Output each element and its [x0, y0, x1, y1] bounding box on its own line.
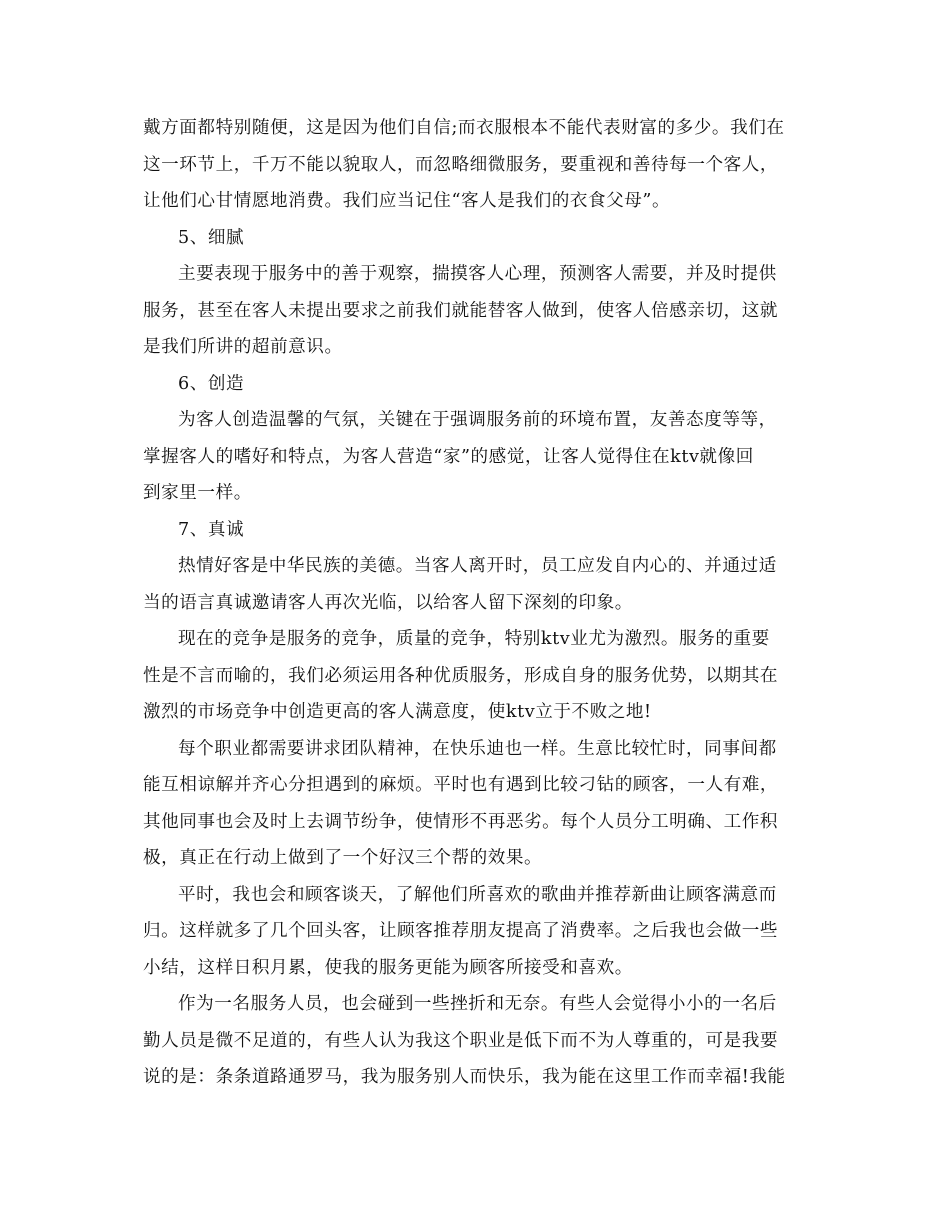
- paragraph-line: 能互相谅解并齐心分担遇到的麻烦。平时也有遇到比较刁钻的顾客，一人有难，: [143, 775, 779, 795]
- paragraph: [143, 110, 811, 220]
- paragraph-line: 这一环节上，千万不能以貌取人，而忽略细微服务，要重视和善待每一个客人，: [143, 154, 779, 175]
- paragraph-line: 小结，这样日积月累，使我的服务更能为顾客所接受和喜欢。: [143, 957, 633, 978]
- document-body: [143, 110, 811, 1096]
- paragraph: [143, 548, 811, 621]
- paragraph: [143, 256, 811, 366]
- paragraph-line: 热情好客是中华民族的美德。当客人离开时，员工应发自内心的、并通过适: [178, 556, 777, 576]
- paragraph-line: 让他们心甘情愿地消费。我们应当记住“客人是我们的衣食父母”。: [143, 191, 671, 211]
- paragraph-line: 作为一名服务人员，也会碰到一些挫折和无奈。有些人会觉得小小的一名后: [178, 994, 777, 1014]
- paragraph-line: 到家里一样。: [143, 483, 252, 503]
- paragraph-line: 其他同事也会及时上去调节纷争，使情形不再恶劣。每个人员分工明确、工作积: [143, 811, 779, 832]
- paragraph: [143, 621, 811, 731]
- paragraph-line: 主要表现于服务中的善于观察，揣摸客人心理，预测客人需要，并及时提供: [178, 264, 777, 284]
- paragraph-line: 平时，我也会和顾客谈天，了解他们所喜欢的歌曲并推荐新曲让顾客满意而: [178, 884, 777, 905]
- section-heading: 5、细腻: [178, 227, 245, 248]
- paragraph: [143, 877, 811, 987]
- paragraph-line: 当的语言真诚邀请客人再次光临，以给客人留下深刻的印象。: [143, 592, 633, 613]
- section-heading: 7、真诚: [178, 519, 245, 540]
- paragraph-line: 是我们所讲的超前意识。: [143, 337, 343, 357]
- paragraph-line: 勤人员是微不足道的，有些人认为我这个职业是低下而不为人尊重的，可是我要: [143, 1030, 779, 1051]
- paragraph: [143, 402, 811, 512]
- paragraph-line: 服务，甚至在客人未提出要求之前我们就能替客人做到，使客人倍感亲切，这就: [143, 300, 779, 321]
- paragraph-line: 说的是：条条道路通罗马，我为服务别人而快乐，我为能在这里工作而幸福!我能: [143, 1067, 786, 1087]
- paragraph-line: 性是不言而喻的，我们必须运用各种优质服务，形成自身的服务优势，以期其在: [143, 665, 779, 686]
- paragraph-line: 归。这样就多了几个回头客，让顾客推荐朋友提高了消费率。之后我也会做一些: [143, 921, 779, 941]
- section-heading: 6、创造: [178, 373, 245, 394]
- paragraph: [143, 986, 811, 1096]
- paragraph-line: 为客人创造温馨的气氛，关键在于强调服务前的环境布置，友善态度等等，: [178, 410, 777, 430]
- paragraph-line: 激烈的市场竞争中创造更高的客人满意度，使ktv立于不败之地!: [143, 702, 652, 722]
- paragraph-line: 每个职业都需要讲求团队精神，在快乐迪也一样。生意比较忙时，同事间都: [178, 738, 777, 759]
- paragraph-line: 极，真正在行动上做到了一个好汉三个帮的效果。: [143, 848, 543, 868]
- paragraph: [143, 731, 811, 877]
- paragraph-line: 掌握客人的嗜好和特点，为客人营造“家”的感觉，让客人觉得住在ktv就像回: [143, 446, 754, 467]
- paragraph-line: 现在的竞争是服务的竞争，质量的竞争，特别ktv业尤为激烈。服务的重要: [178, 629, 770, 649]
- paragraph-line: 戴方面都特别随便，这是因为他们自信;而衣服根本不能代表财富的多少。我们在: [143, 118, 785, 138]
